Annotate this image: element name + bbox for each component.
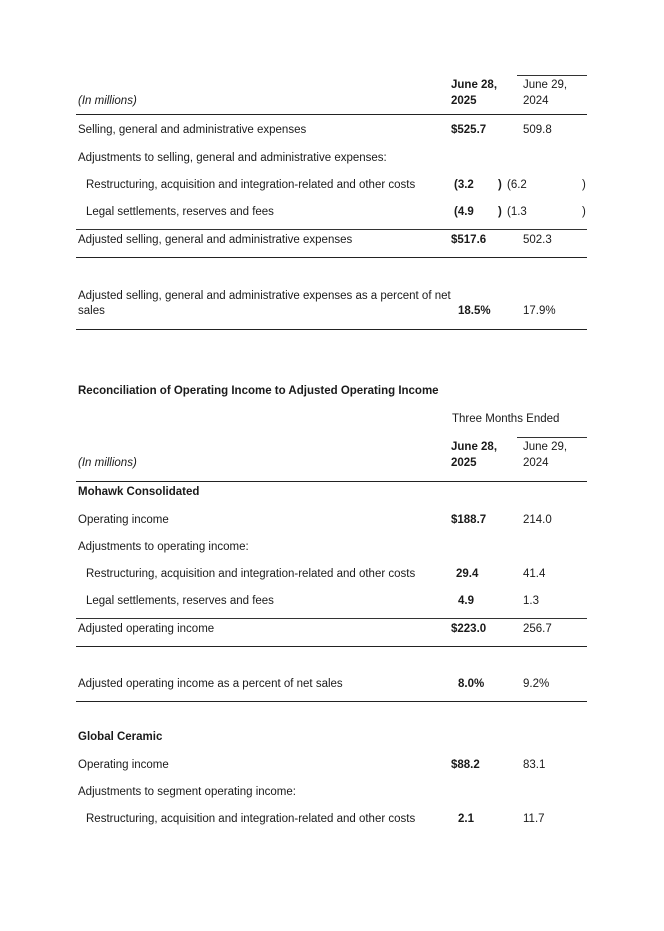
row-rule <box>76 618 587 619</box>
row-rule <box>76 229 587 230</box>
col1-header-line2: 2025 <box>451 95 477 107</box>
table-row-label: Adjusted selling, general and administrative expenses <box>78 234 353 246</box>
table-cell-paren: ) <box>498 206 502 218</box>
table-cell-2025: $525.7 <box>451 124 487 136</box>
section-title: Reconciliation of Operating Income to Adjusted Operating Income <box>78 385 439 397</box>
units-label: (In millions) <box>78 457 137 469</box>
period-label: Three Months Ended <box>452 413 560 425</box>
pct-cell-2024: 9.2% <box>523 678 550 690</box>
table-cell-2025: 2.1 <box>458 813 474 825</box>
table-row-label: Adjustments to segment operating income: <box>78 786 296 798</box>
table-cell-2024: 214.0 <box>523 514 552 526</box>
total-rule <box>76 257 587 258</box>
header-rule <box>517 437 587 438</box>
pct-cell-2025: 18.5% <box>458 305 491 317</box>
col1-header-line1: June 28, <box>451 79 498 91</box>
table-cell-2024: 11.7 <box>523 813 545 825</box>
col2-header-line2: 2024 <box>523 95 549 107</box>
table-cell-2024: 1.3 <box>523 595 539 607</box>
table-cell-2025: 4.9 <box>458 595 474 607</box>
pct-label-line2: sales <box>78 305 105 317</box>
pct-rule <box>76 329 587 330</box>
segment-heading: Global Ceramic <box>78 731 163 743</box>
table-cell-2024: 502.3 <box>523 234 552 246</box>
table-row-label: Restructuring, acquisition and integration-related and other costs <box>86 568 416 580</box>
table-cell-2025: $88.2 <box>451 759 480 771</box>
table-row-label: Selling, general and administrative expenses <box>78 124 307 136</box>
table-row-label: Adjusted operating income <box>78 623 215 635</box>
table-cell-2024: 41.4 <box>523 568 546 580</box>
table-row-label: Legal settlements, reserves and fees <box>86 595 274 607</box>
col1-header-line2: 2025 <box>451 457 477 469</box>
table-cell-paren: ) <box>498 179 502 191</box>
pct-label: Adjusted operating income as a percent of net sales <box>78 678 343 690</box>
table-row-label: Restructuring, acquisition and integration-related and other costs <box>86 179 416 191</box>
units-label: (In millions) <box>78 95 137 107</box>
pct-rule <box>76 701 587 702</box>
col1-header-line1: June 28, <box>451 441 498 453</box>
table-row-label: Operating income <box>78 759 169 771</box>
pct-cell-2025: 8.0% <box>458 678 485 690</box>
table-cell-2025: 29.4 <box>456 568 479 580</box>
table-row-label: Operating income <box>78 514 169 526</box>
table-row-label: Adjustments to operating income: <box>78 541 249 553</box>
table-cell-2025: (3.2 <box>454 179 474 191</box>
header-bottom-rule <box>76 481 587 482</box>
pct-cell-2024: 17.9% <box>523 305 556 317</box>
table-cell-2024: 256.7 <box>523 623 552 635</box>
col2-header-line1: June 29, <box>523 441 568 453</box>
table-cell-paren: ) <box>582 206 586 218</box>
table-cell-2025: $188.7 <box>451 514 487 526</box>
table-row-label: Adjustments to selling, general and administrative expenses: <box>78 152 387 164</box>
table-cell-2024: 83.1 <box>523 759 546 771</box>
table-cell-2024: (6.2 <box>507 179 527 191</box>
table-cell-2025: $223.0 <box>451 623 487 635</box>
table-cell-2025: $517.6 <box>451 234 487 246</box>
header-rule <box>517 75 587 76</box>
table-row-label: Restructuring, acquisition and integration-related and other costs <box>86 813 416 825</box>
pct-label-line1: Adjusted selling, general and administrative expenses as a percent of net <box>78 290 451 302</box>
table-row-label: Legal settlements, reserves and fees <box>86 206 274 218</box>
segment-heading: Mohawk Consolidated <box>78 486 200 498</box>
table-cell-2024: 509.8 <box>523 124 552 136</box>
table-cell-2024: (1.3 <box>507 206 527 218</box>
total-rule <box>76 646 587 647</box>
table-cell-2025: (4.9 <box>454 206 474 218</box>
col2-header-line2: 2024 <box>523 457 549 469</box>
col2-header-line1: June 29, <box>523 79 568 91</box>
table-cell-paren: ) <box>582 179 586 191</box>
header-bottom-rule <box>76 114 587 115</box>
